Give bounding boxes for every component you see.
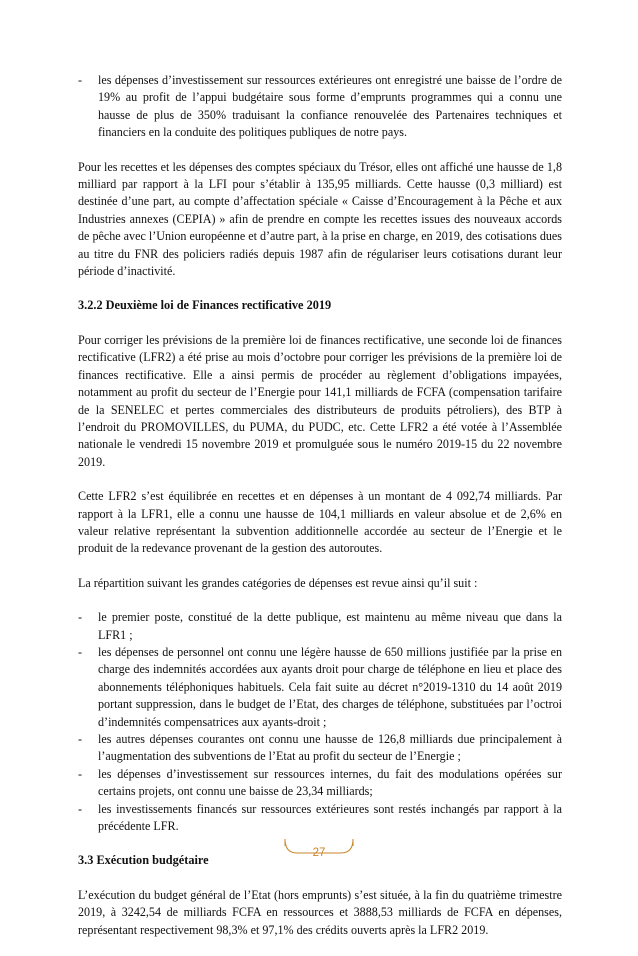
page-number: 27 (312, 847, 326, 859)
bullet-list-top (78, 72, 562, 142)
list-item: - les dépenses d’investissement sur ressources extérieures ont enregistré une baisse de l’ordre de 19% au profit de l’appui budgétaire sous forme d’emprunts programmes qui a connu une hausse de plus de 350% traduisant la confiance renouvelée des Partenaires techniques et financiers en la conduite des politiques publiques de notre pays. (78, 72, 562, 142)
bullet-list-breakdown (78, 609, 562, 835)
paragraph-lfr2-intro: Pour corriger les prévisions de la première loi de finances rectificative, une seconde loi de finances rectificative (LFR2) a été prise au mois d’octobre pour corriger les prévisions de la première loi de finances rectificative. Elle a ainsi permis de procéder au règlement d’obligations impayées, notamment au profit du secteur de l’Energie pour 141,1 milliards de FCFA (compensation tarifaire de la SENELEC et pertes commerciales des distributeurs de produits pétroliers), des BTP à l’endroit du PROMOVILLES, du PUMA, du PUDC, etc. Cette LFR2 a été votée à l’Assemblée nationale le vendredi 15 novembre 2019 et promulguée sous le numéro 2019-15 du 22 novembre 2019. (78, 332, 562, 469)
list-item: - les autres dépenses courantes ont connu une hausse de 126,8 milliards due principalement à l’augmentation des subventions de l’Etat au profit du secteur de l’Energie ; (78, 731, 562, 766)
paragraph-breakdown-intro: La répartition suivant les grandes catégories de dépenses est revue ainsi qu’il suit : (78, 575, 478, 590)
list-item: - les dépenses d’investissement sur ressources internes, du fait des modulations opérées sur certains projets, ont connu une baisse de 23,34 milliards; (78, 766, 562, 801)
document-page (78, 72, 562, 956)
list-item: - le premier poste, constitué de la dette publique, est maintenu au même niveau que dans la LFR1 ; (78, 609, 562, 644)
page-number-badge (283, 838, 355, 868)
list-item: - les dépenses de personnel ont connu une légère hausse de 650 millions justifiée par la prise en charge des indemnités accordées aux ayants droit pour charge de téléphone en lieu et place des abonnements téléphoniques habituels. Cela fait suite au décret n°2019-1310 du 14 août 2019 portant suppression, dans le budget de l’Etat, des charges de téléphone, substituées par l’octroi d’indemnités compensatrices aux ayants-droit ; (78, 644, 562, 731)
paragraph-lfr2-balance: Cette LFR2 s’est équilibrée en recettes et en dépenses à un montant de 4 092,74 milliards. Par rapport à la LFR1, elle a connu une hausse de 104,1 milliards en valeur absolue et de 2,6% en valeur relative représentant la subvention additionnelle accordée au secteur de l’Energie et le produit de la redevance provenant de la gestion des autoroutes. (78, 489, 562, 556)
paragraph-special-accounts: Pour les recettes et les dépenses des comptes spéciaux du Trésor, elles ont affiché une hausse de 1,8 milliard par rapport à la LFI pour s’établir à 135,95 milliards. Cette hausse (0,3 milliard) est destinée d’une part, au compte d’affectation spéciale « Caisse d’Encouragement à la Pêche et aux Industries annexes (CEPIA) » afin de prendre en compte les recettes issues des nouveaux accords de pêche avec l’Union européenne et d’autre part, à la prise en charge, en 2019, des cotisations dues au titre du FNR des policiers radiés depuis 1987 afin de régulariser leurs cotisations durant leur période d’inactivité. (78, 159, 563, 279)
section-heading-lfr2: 3.2.2 Deuxième loi de Finances rectificative 2019 (78, 298, 332, 313)
list-item: - les investissements financés sur ressources extérieures sont restés inchangés par rapport à la précédente LFR. (78, 801, 562, 836)
paragraph-execution: L’exécution du budget général de l’Etat (hors emprunts) s’est située, à la fin du quatrième trimestre 2019, à 3242,54 de milliards FCFA en ressources et 3888,53 milliards de FCFA en dépenses, représentant respectivement 98,3% et 97,1% des crédits ouverts après la LFR2 2019. (78, 887, 562, 937)
page-number-footer (0, 838, 638, 868)
section-heading-execution: 3.3 Exécution budgétaire (78, 853, 209, 868)
